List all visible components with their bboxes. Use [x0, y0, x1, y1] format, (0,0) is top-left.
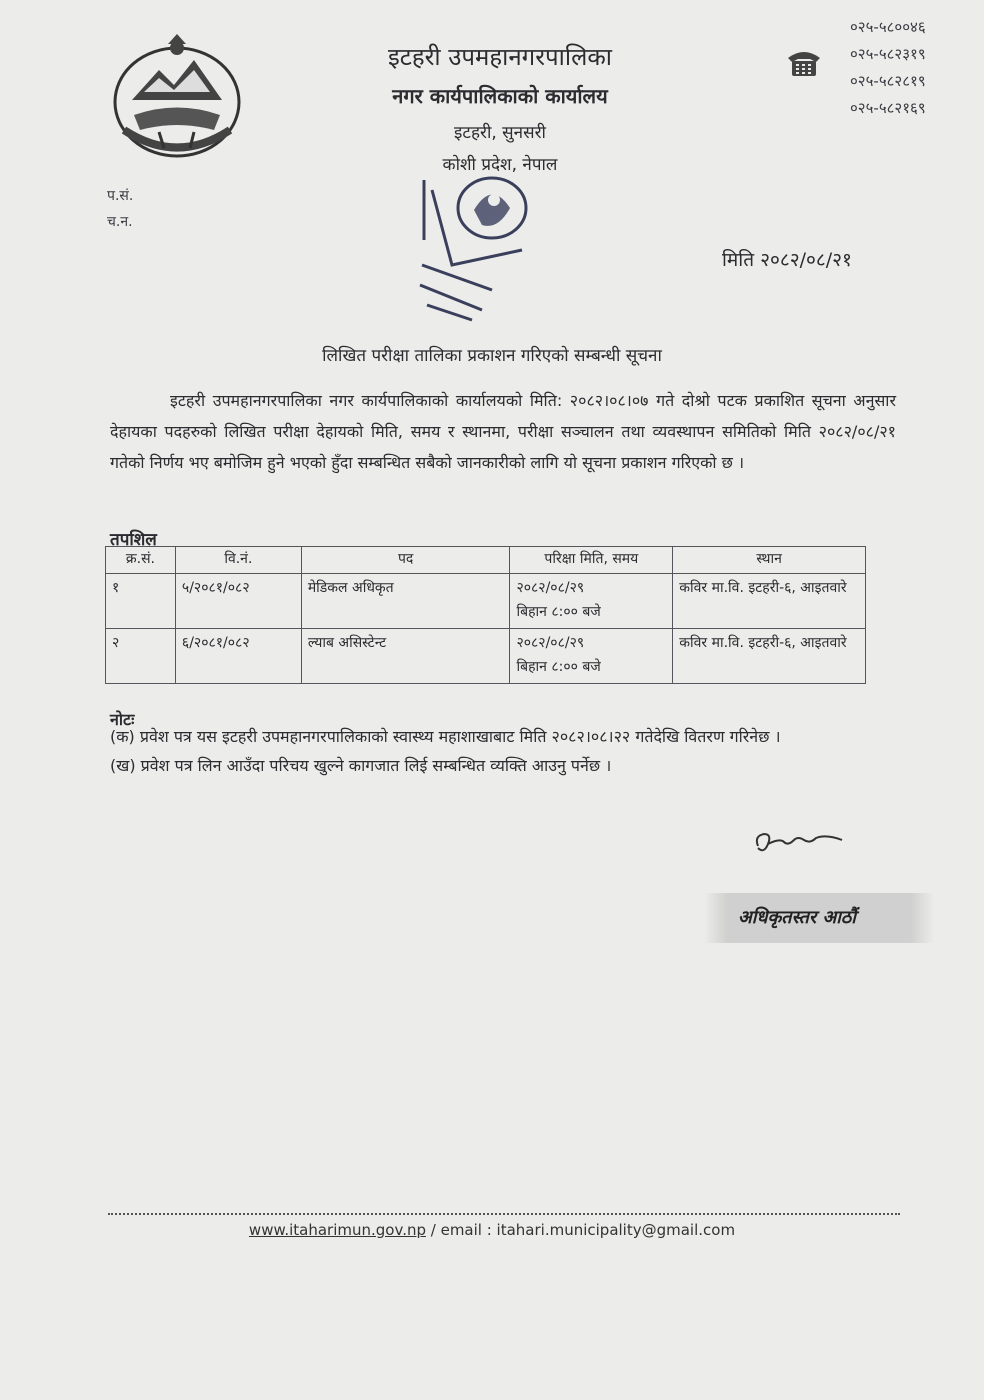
- footer: [0, 1221, 984, 1239]
- org-name: इटहरी उपमहानगरपालिका: [387, 43, 612, 71]
- phone-numbers: [850, 14, 926, 122]
- officer-level-text: अधिकृतस्तर आठौं: [738, 907, 856, 928]
- exam-date: २०८२/०८/२९: [516, 635, 585, 651]
- table-row: [106, 629, 866, 684]
- cell-venue: कविर मा.वि. इटहरी-६, आइतवारे: [673, 574, 866, 629]
- cell-sn: १: [106, 574, 176, 629]
- address-line-2: कोशी प्रदेश, नेपाल: [442, 155, 558, 175]
- cell-venue: कविर मा.वि. इटहरी-६, आइतवारे: [673, 629, 866, 684]
- office-stamp: [412, 170, 552, 330]
- cell-vn: ६/२०८१/०८२: [175, 629, 301, 684]
- email-text: / email : itahari.municipality@gmail.com: [426, 1221, 736, 1239]
- exam-time: बिहान ८:०० बजे: [516, 659, 601, 675]
- col-header-sn: क्र.सं.: [106, 547, 176, 574]
- body-paragraph: इटहरी उपमहानगरपालिका नगर कार्यपालिकाको कार्यालयको मिति: २०८२।०८।०७ गते दोश्रो पटक प्रकाशित सूचना अनुसार देहायका पदहरुको लिखित परीक्षा देहायको मिति, समय र स्थानमा, परीक्षा सञ्चालन तथा व्यवस्थापन समितिको मिति २०८२/०८/२१ गतेको निर्णय भए बमोजिम हुने भएको हुँदा सम्बन्धित सबैको जानकारीको लागि यो सूचना प्रकाशन गरिएको छ ।: [110, 391, 896, 472]
- website-link[interactable]: www.itaharimun.gov.np: [248, 1221, 426, 1239]
- note-item: (क) प्रवेश पत्र यस इटहरी उपमहानगरपालिकाको स्वास्थ्य महाशाखाबाट मिति २०८२।०८।२२ गतेदेखि वितरण गरिनेछ ।: [110, 727, 781, 746]
- notes-list: [110, 722, 898, 780]
- office-name: नगर कार्यपालिकाको कार्यालय: [392, 84, 608, 108]
- notice-date: मिति २०८२/०८/२१: [722, 249, 852, 271]
- exam-time: बिहान ८:०० बजे: [516, 604, 601, 620]
- patra-sankhya-label: प.सं.: [107, 188, 134, 204]
- exam-schedule-table: [105, 546, 866, 684]
- signature: [750, 826, 846, 862]
- cell-post: मेडिकल अधिकृत: [301, 574, 510, 629]
- col-header-post: पद: [301, 547, 510, 574]
- cell-exam-date: [510, 574, 673, 629]
- table-header-row: [106, 547, 866, 574]
- cell-sn: २: [106, 629, 176, 684]
- schedule-heading: तपशिल: [110, 530, 157, 550]
- cell-vn: ५/२०८१/०८२: [175, 574, 301, 629]
- col-header-exam-date: परिक्षा मिति, समय: [510, 547, 673, 574]
- exam-date: २०८२/०८/२९: [516, 580, 585, 596]
- address-line-1: इटहरी, सुनसरी: [454, 123, 546, 143]
- chalani-number-label: च.न.: [107, 214, 133, 230]
- col-header-vn: वि.नं.: [175, 547, 301, 574]
- notice-subject: लिखित परीक्षा तालिका प्रकाशन गरिएको सम्बन्धी सूचना: [322, 346, 662, 366]
- telephone-icon: [784, 48, 824, 78]
- cell-post: ल्याब असिस्टेन्ट: [301, 629, 510, 684]
- table-row: [106, 574, 866, 629]
- notice-body: [110, 385, 896, 478]
- col-header-venue: स्थान: [673, 547, 866, 574]
- note-heading: नोटः: [110, 710, 135, 729]
- nepal-emblem-logo: [104, 30, 250, 162]
- officer-level-stamp: [704, 893, 934, 943]
- cell-exam-date: [510, 629, 673, 684]
- note-item: (ख) प्रवेश पत्र लिन आउँदा परिचय खुल्ने कागजात लिई सम्बन्धित व्यक्ति आउनु पर्नेछ ।: [110, 756, 612, 775]
- phone-number: ०२५-५८२१६९: [850, 99, 926, 117]
- phone-number: ०२५-५८२८१९: [850, 72, 926, 90]
- phone-number: ०२५-५८००४६: [850, 18, 926, 36]
- footer-divider: [108, 1213, 900, 1215]
- phone-number: ०२५-५८२३१९: [850, 45, 926, 63]
